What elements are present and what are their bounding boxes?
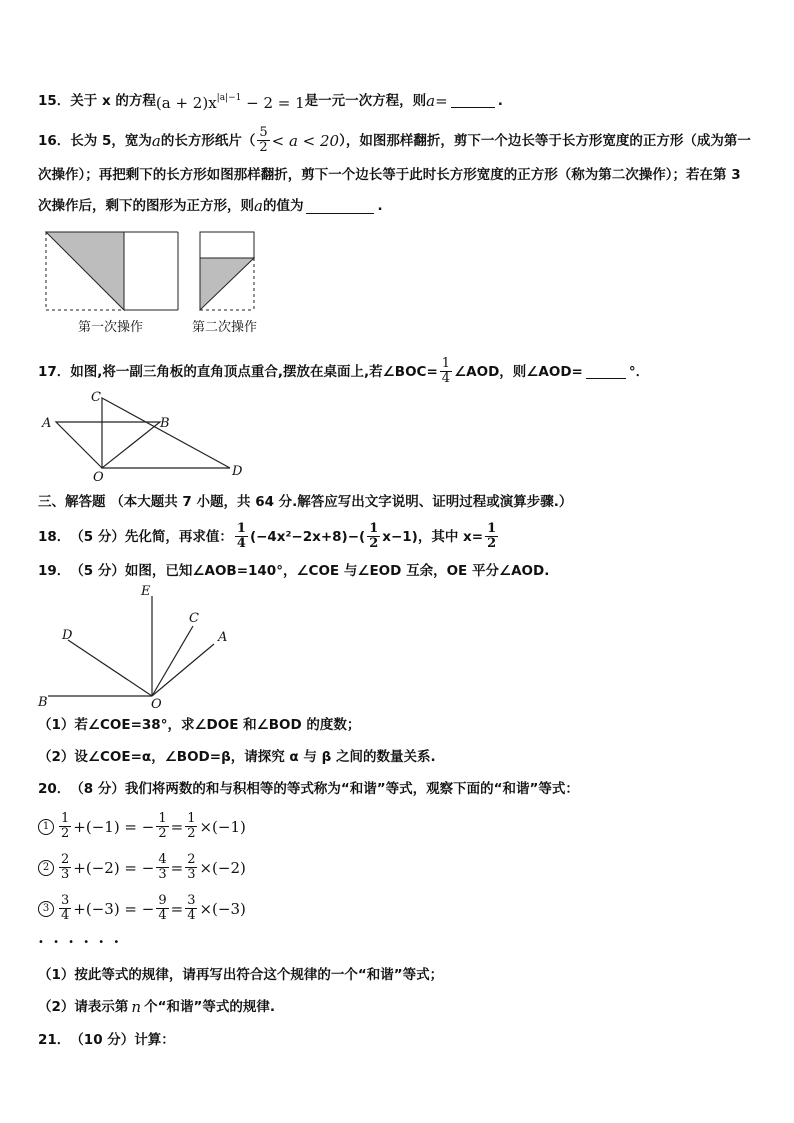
ray-OA (152, 644, 214, 696)
triangle-AOB (56, 422, 160, 468)
label-A: A (218, 630, 228, 645)
caption-second-operation: 第二次操作 (192, 320, 258, 335)
folded-triangle (46, 232, 124, 310)
circled-number: 1 (38, 819, 54, 835)
equation: $(a + 2)x^{|a|-1} - 2 = 1$ (155, 93, 305, 112)
answer-blank[interactable] (306, 199, 374, 214)
question-19-part2: （2）设∠COE=α，∠BOD=β，请探究 α 与 β 之间的数量关系. (38, 749, 436, 765)
question-number: 21． (38, 1032, 71, 1048)
question-16-line2: 次操作）；再把剩下的长方形如图那样翻折，剪下一个边长等于此时长方形宽度的正方形（称为第二次操作）；若在第 3 (38, 167, 741, 183)
question-17: 17． 如图,将一副三角板的直角顶点重合,摆放在桌面上,若∠BOC= $\frac{1}{4}$ ∠AOD，则∠AOD= °． (38, 356, 650, 386)
question-16-line3: 次操作后，剩下的图形为正方形，则 a 的值为 . (38, 197, 383, 215)
circled-number: 2 (38, 860, 54, 876)
folded-triangle (200, 258, 254, 310)
figure-first-operation (46, 232, 180, 312)
ray-OD (68, 640, 152, 696)
label-D: D (232, 464, 243, 479)
fraction: $\frac{1}{2}$ (369, 521, 379, 551)
question-text: 关于 x 的方程 (70, 92, 156, 109)
harmony-equation-2: 2 $\frac{2}{3}$ +(−2) = − $\frac{4}{3}$ = $\frac{2}{3}$ ×(−2) (38, 853, 246, 882)
ray-OC (152, 626, 193, 696)
harmony-equation-1: 1 $\frac{1}{2}$ +(−1) = − $\frac{1}{2}$ = $\frac{1}{2}$ ×(−1) (38, 812, 246, 841)
question-20: 20． （8 分）我们将两数的和与积相等的等式称为“和谐”等式，观察下面的“和谐”等式： (38, 781, 579, 797)
question-number: 17． (38, 363, 71, 380)
figure-angles (48, 596, 238, 700)
label-C: C (189, 611, 199, 626)
label-A: A (42, 416, 52, 431)
fraction: $\frac{1}{4}$ (441, 356, 451, 386)
harmony-equation-3: 3 $\frac{3}{4}$ +(−3) = − $\frac{9}{4}$ = $\frac{3}{4}$ ×(−3) (38, 894, 246, 923)
question-21: 21． （10 分）计算： (38, 1032, 175, 1048)
question-number: 15． (38, 92, 71, 109)
question-19-part1: （1）若∠COE=38°，求∠DOE 和∠BOD 的度数； (38, 717, 361, 733)
question-text: 是一元一次方程，则 (304, 92, 427, 109)
triangle-COD (102, 398, 230, 468)
label-O: O (151, 697, 162, 712)
ellipsis-dots: • • • • • • (38, 937, 123, 948)
question-number: 19． (38, 563, 71, 579)
question-20-part1: （1）按此等式的规律，请再写出符合这个规律的一个“和谐”等式； (38, 967, 444, 983)
label-D: D (62, 628, 73, 643)
question-19: 19． （5 分）如图，已知∠AOB=140°，∠COE 与∠EOD 互余，OE 平分∠AOD. (38, 563, 550, 579)
question-number: 20． (38, 781, 71, 797)
figure-second-operation (200, 232, 256, 312)
caption-first-operation: 第一次操作 (78, 320, 144, 335)
question-number: 16． (38, 132, 71, 149)
fraction: $\frac{1}{4}$ (236, 521, 246, 551)
fraction: $\frac{1}{2}$ (487, 521, 497, 551)
question-15: 15． 关于 x 的方程 $(a + 2)x^{|a|-1} - 2 = 1$ 是一元一次方程，则 a = . (38, 88, 503, 113)
label-O: O (93, 470, 104, 485)
circled-number: 3 (38, 901, 54, 917)
answer-blank[interactable] (586, 364, 626, 379)
figure-triangles (50, 395, 240, 475)
section-heading: 三、解答题 （本大题共 7 小题，共 64 分.解答应写出文字说明、证明过程或演算步骤.） (38, 494, 573, 510)
label-E: E (141, 584, 151, 599)
label-B: B (160, 416, 170, 431)
label-B: B (38, 695, 48, 710)
question-20-part2: （2）请表示第 n 个“和谐”等式的规律. (38, 998, 275, 1016)
question-16: 16． 长为 5，宽为 a 的长方形纸片（ $\frac{5}{2}$ < a < 20 ），如图那样翻折，剪下一个边长等于长方形宽度的正方形（成为第一 (38, 125, 751, 155)
question-18: 18． （5 分）先化简，再求值： $\frac{1}{4}$ (−4x²−2x+8)−( $\frac{1}{2}$ x−1)，其中 x= $\frac{1}{2}$ (38, 521, 497, 551)
question-number: 18． (38, 528, 71, 545)
fraction: $\frac{5}{2}$ (259, 125, 268, 155)
label-C: C (91, 390, 101, 405)
answer-blank[interactable] (451, 93, 495, 108)
